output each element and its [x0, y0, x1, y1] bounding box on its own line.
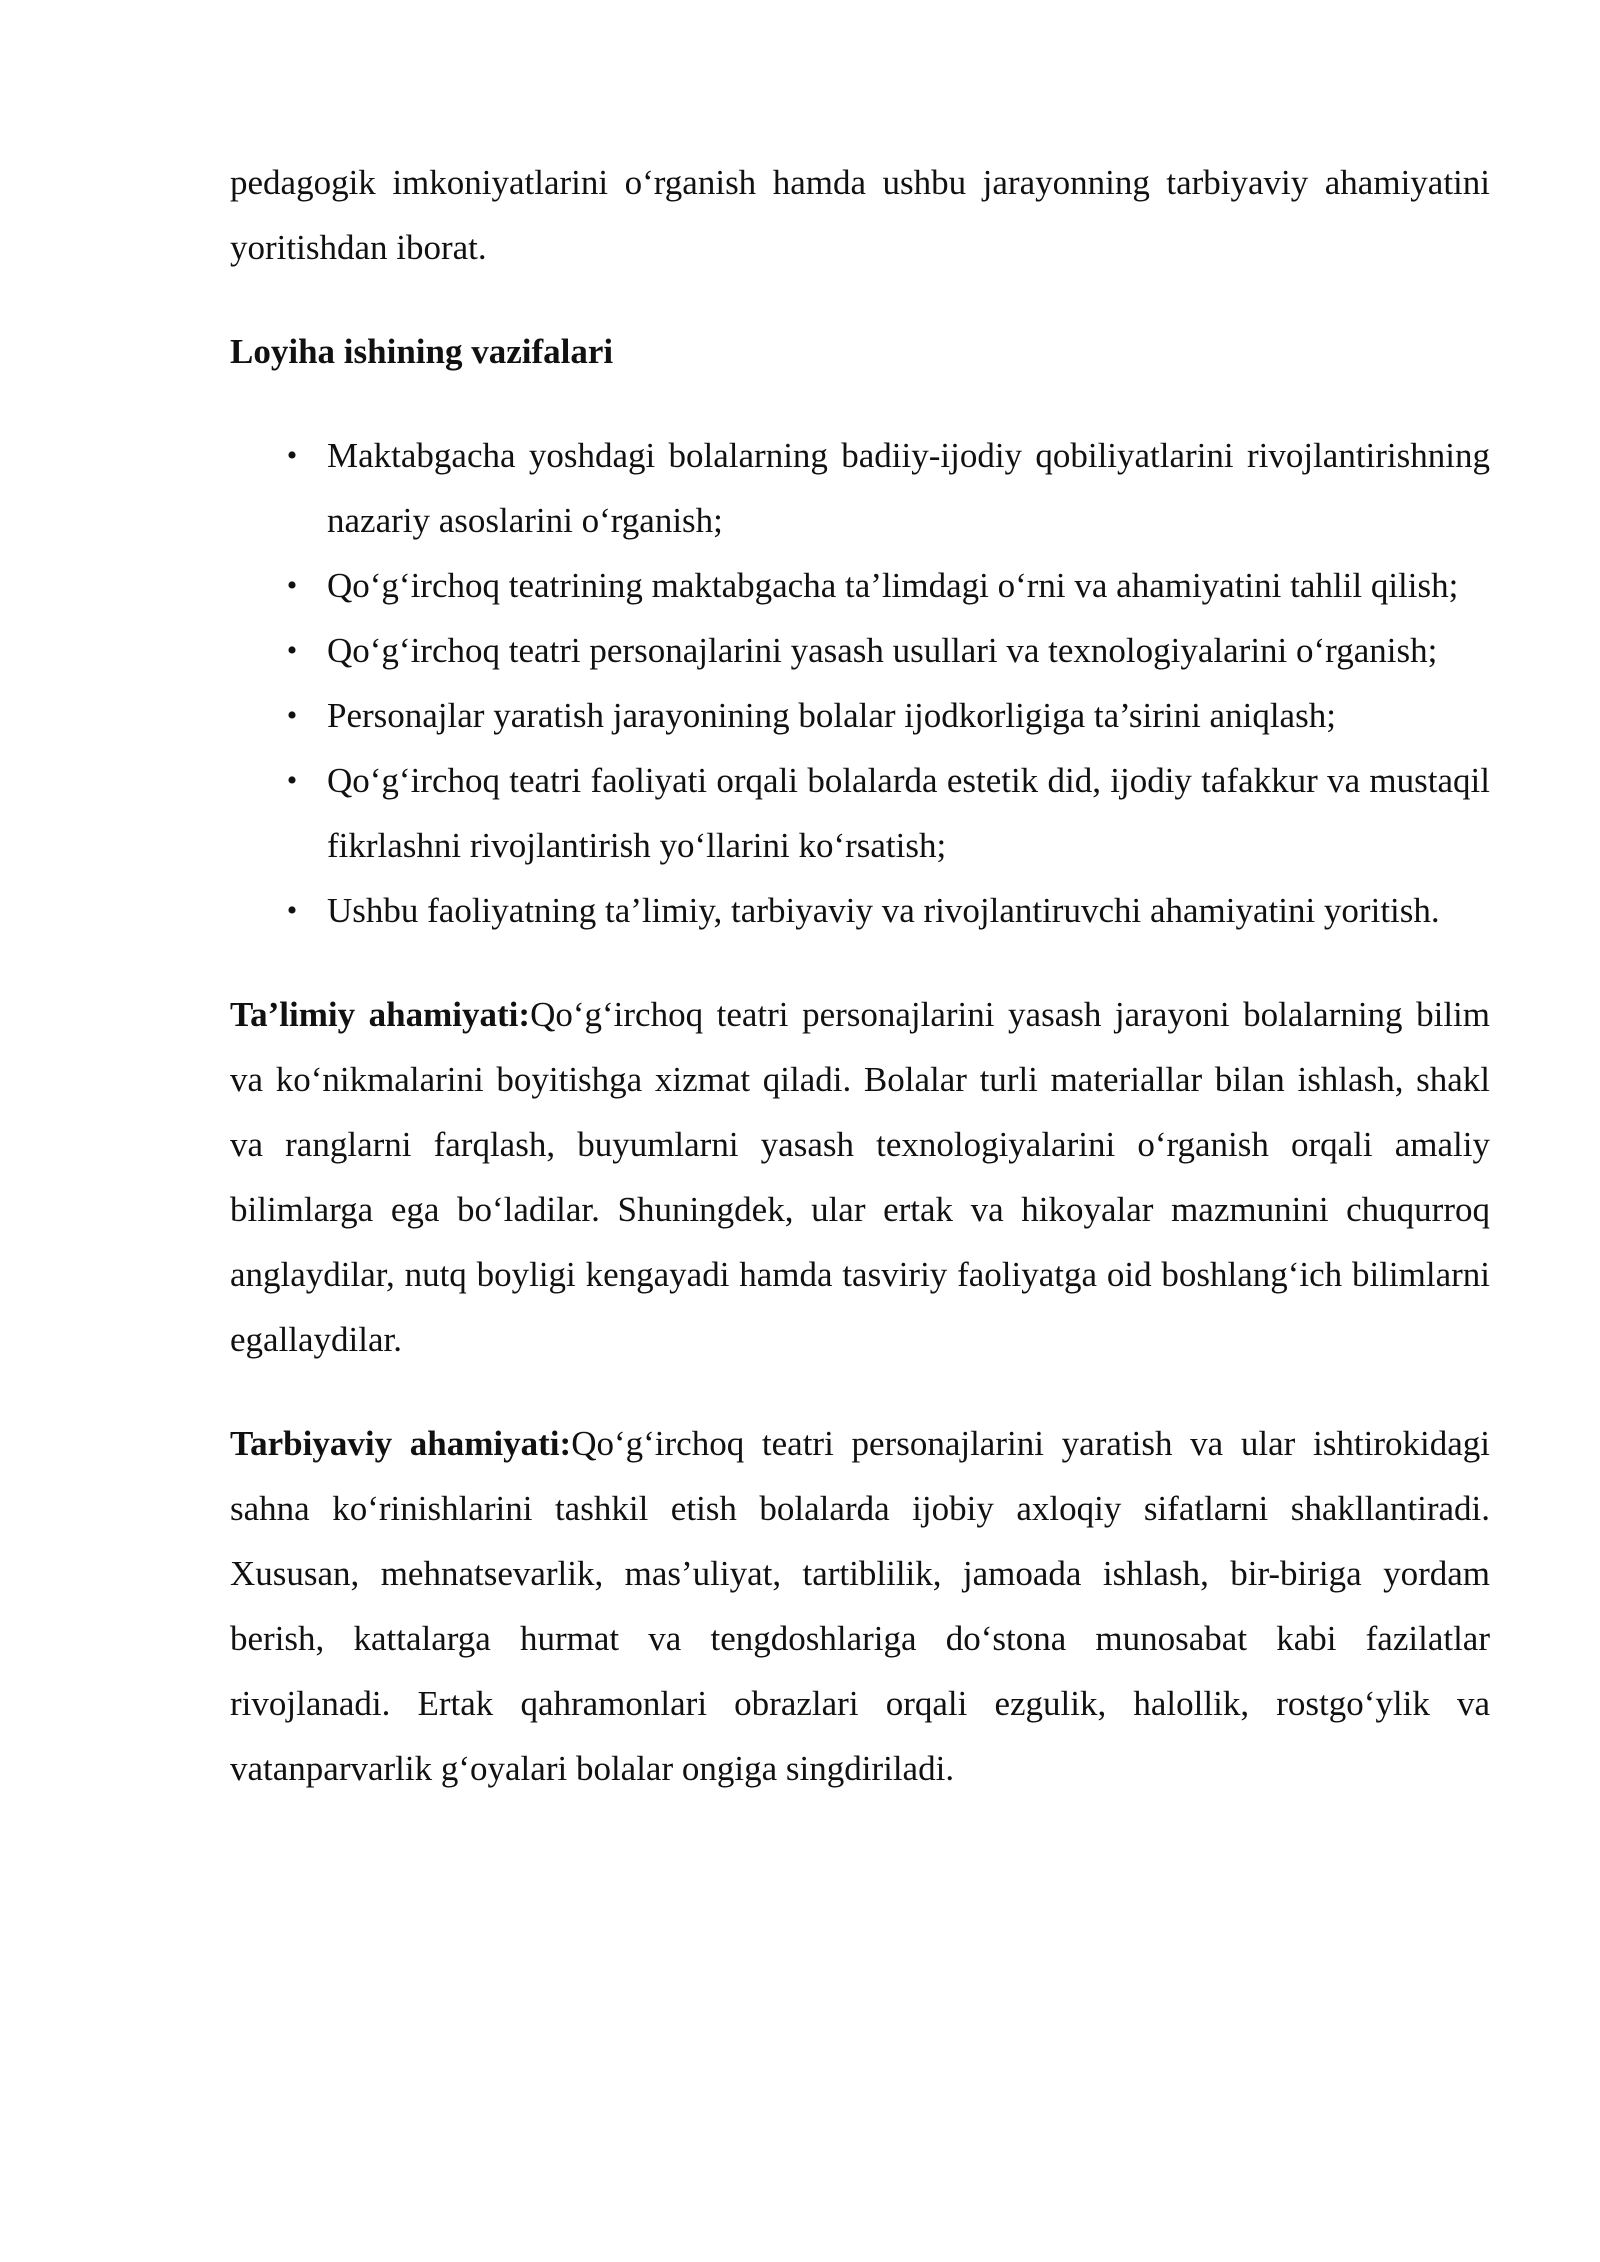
upbringing-significance-paragraph [230, 1411, 1490, 1801]
list-item-text: Qo‘g‘irchoq teatri personajlarini yasash usullari va texnologiyalarini o‘rganish; [327, 631, 1438, 670]
list-item [230, 683, 1490, 748]
tasks-heading: Loyiha ishining vazifalari [230, 332, 614, 371]
bullet-icon: • [286, 634, 298, 667]
bullet-icon: • [286, 439, 298, 472]
list-item-text: Qo‘g‘irchoq teatri faoliyati orqali bolalarda estetik did, ijodiy tafakkur va mustaqil fikrlashni rivojlantirish yo‘llarini ko‘rsatish; [327, 761, 1490, 865]
bullet-icon: • [286, 764, 298, 797]
bullet-icon: • [286, 569, 298, 602]
list-item [230, 553, 1490, 618]
bullet-icon: • [286, 894, 298, 927]
list-item [230, 748, 1490, 878]
bullet-icon: • [286, 699, 298, 732]
list-item-text: Ushbu faoliyatning ta’limiy, tarbiyaviy va rivojlantiruvchi ahamiyatini yoritish. [327, 891, 1440, 930]
list-item-text: Maktabgacha yoshdagi bolalarning badiiy-ijodiy qobiliyatlarini rivojlantirishning nazariy asoslarini o‘rganish; [327, 436, 1490, 540]
list-item [230, 878, 1490, 943]
intro-paragraph: pedagogik imkoniyatlarini o‘rganish hamda ushbu jarayonning tarbiyaviy ahamiyatini yoritishdan iborat. [230, 163, 1490, 267]
tasks-list [230, 423, 1490, 943]
upbringing-significance-text: Qo‘g‘irchoq teatri personajlarini yaratish va ular ishtirokidagi sahna ko‘rinishlarini tashkil etish bolalarda ijobiy axloqiy sifatlarni shakllantiradi. Xususan, mehnatsevarlik, mas’uliyat, tartiblilik, jamoada ishlash, bir-biriga yordam berish, kattalarga hurmat va tengdoshlariga do‘stona munosabat kabi fazilatlar rivojlanadi. Ertak qahramonlari obrazlari orqali ezgulik, halollik, rostgo‘ylik va vatanparvarlik g‘oyalari bolalar ongiga singdiriladi. [230, 1424, 1490, 1788]
list-item [230, 423, 1490, 553]
educational-significance-paragraph [230, 982, 1490, 1372]
page-content [230, 150, 1490, 1840]
educational-significance-text: Qo‘g‘irchoq teatri personajlarini yasash jarayoni bolalarning bilim va ko‘nikmalarini boyitishga xizmat qiladi. Bolalar turli materiallar bilan ishlash, shakl va ranglarni farqlash, buyumlarni yasash texnologiyalarini o‘rganish orqali amaliy bilimlarga ega bo‘ladilar. Shuningdek, ular ertak va hikoyalar mazmunini chuqurroq anglaydilar, nutq boyligi kengayadi hamda tasviriy faoliyatga oid boshlang‘ich bilimlarni egallaydilar. [230, 995, 1491, 1359]
list-item [230, 618, 1490, 683]
educational-significance-label: Ta’limiy ahamiyati: [230, 995, 531, 1034]
list-item-text: Personajlar yaratish jarayonining bolalar ijodkorligiga ta’sirini aniqlash; [327, 696, 1336, 735]
list-item-text: Qo‘g‘irchoq teatrining maktabgacha ta’limdagi o‘rni va ahamiyatini tahlil qilish; [327, 566, 1459, 605]
upbringing-significance-label: Tarbiyaviy ahamiyati: [230, 1424, 572, 1463]
